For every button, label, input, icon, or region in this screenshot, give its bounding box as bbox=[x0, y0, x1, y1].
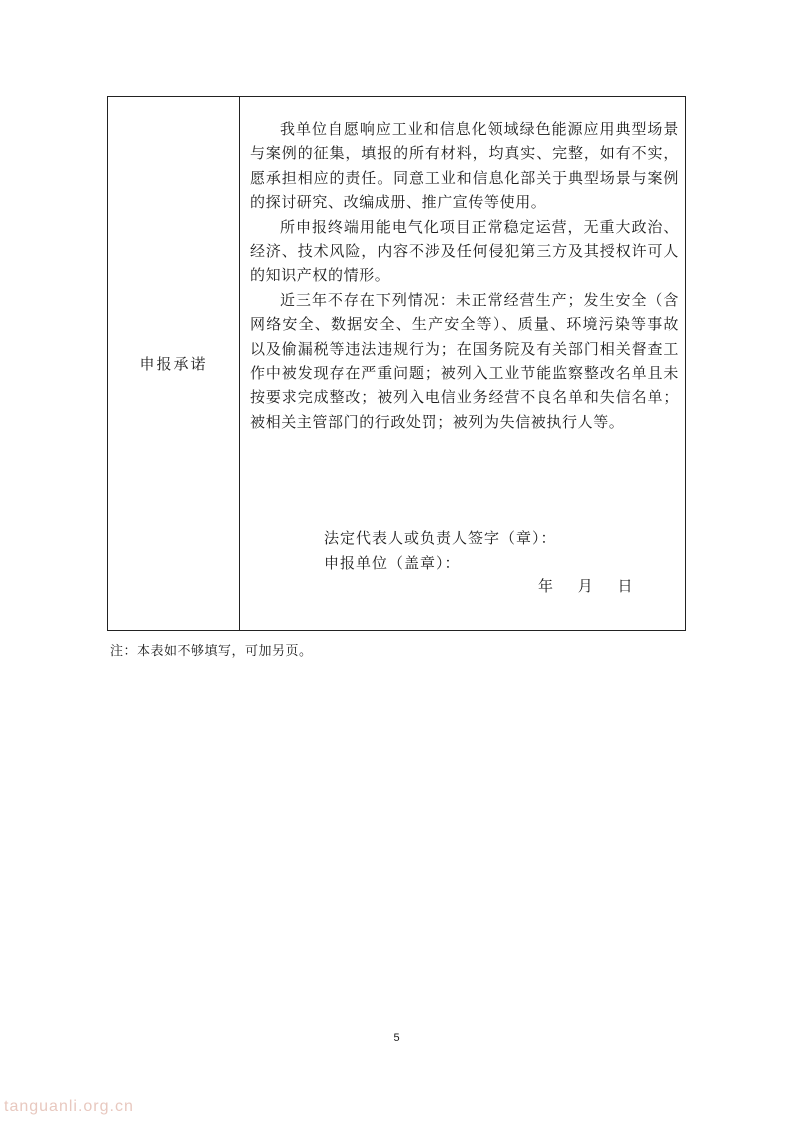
commitment-content-cell bbox=[240, 97, 685, 630]
page-number: 5 bbox=[393, 1032, 400, 1044]
commitment-table bbox=[107, 96, 686, 631]
watermark-text: tanguanli.org.cn bbox=[4, 1098, 134, 1115]
commitment-label: 申报承诺 bbox=[139, 355, 208, 373]
commitment-paragraph-1: 我单位自愿响应工业和信息化领域绿色能源应用典型场景与案例的征集，填报的所有材料，均真实、完整，如有不实，愿承担相应的责任。同意工业和信息化部关于典型场景与案例的探讨研究、改编成册、推广宣传等使用。 bbox=[250, 120, 679, 212]
table-note: 注：本表如不够填写，可加另页。 bbox=[110, 644, 313, 659]
commitment-paragraph-2: 所申报终端用能电气化项目正常稳定运营，无重大政治、经济、技术风险，内容不涉及任何侵犯第三方及其授权许可人的知识产权的情形。 bbox=[250, 217, 679, 285]
signature-representative: 法定代表人或负责人签字（章）： bbox=[324, 529, 557, 547]
signature-unit: 申报单位（盖章）： bbox=[324, 554, 461, 572]
commitment-paragraph-3: 近三年不存在下列情况：未正常经营生产；发生安全（含网络安全、数据安全、生产安全等）、质量、环境污染等事故以及偷漏税等违法违规行为；在国务院及有关部门相关督查工作中被发现存在严重问题；被列入工业节能监察整改名单且未按要求完成整改；被列入电信业务经营不良名单和失信名单；被相关主管部门的行政处罚；被列为失信被执行人等。 bbox=[250, 290, 679, 431]
commitment-label-cell bbox=[108, 97, 240, 630]
signature-date: 年 月 日 bbox=[538, 577, 634, 595]
